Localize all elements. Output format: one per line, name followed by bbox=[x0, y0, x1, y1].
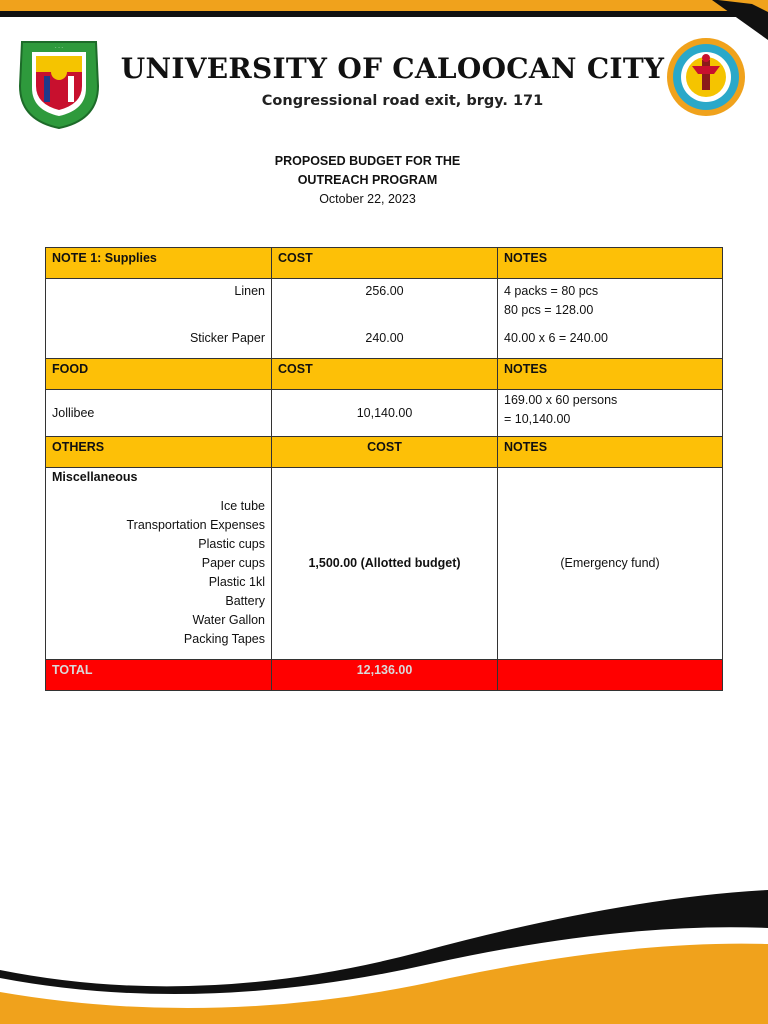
food-notes-cell bbox=[498, 390, 723, 437]
food-header-row bbox=[46, 359, 723, 390]
miscellaneous-list bbox=[52, 497, 265, 649]
bottom-decorative-wave bbox=[0, 860, 768, 1024]
document-date: October 22, 2023 bbox=[319, 192, 416, 206]
others-header-notes: NOTES bbox=[498, 437, 723, 468]
food-header-cost: COST bbox=[272, 359, 498, 390]
misc-item: Plastic 1kl bbox=[208, 575, 265, 589]
others-header-cost: COST bbox=[272, 437, 498, 468]
misc-item: Battery bbox=[225, 594, 265, 608]
supplies-header-row bbox=[46, 248, 723, 279]
food-row bbox=[46, 390, 723, 437]
food-item-jollibee: Jollibee bbox=[46, 390, 272, 437]
others-notes: (Emergency fund) bbox=[498, 468, 723, 660]
food-cost-jollibee: 10,140.00 bbox=[272, 390, 498, 437]
others-header-label: OTHERS bbox=[46, 437, 272, 468]
others-row bbox=[46, 468, 723, 660]
heading-line-1: PROPOSED BUDGET FOR THE bbox=[274, 154, 461, 168]
misc-item: Transportation Expenses bbox=[126, 518, 265, 532]
supply-note-linen-1: 4 packs = 80 pcs bbox=[504, 284, 599, 298]
supplies-header-notes: NOTES bbox=[498, 248, 723, 279]
food-header-label: FOOD bbox=[46, 359, 272, 390]
total-value: 12,136.00 bbox=[272, 660, 498, 691]
supply-cost-linen: 256.00 bbox=[365, 284, 404, 298]
food-note-1: 169.00 x 60 persons bbox=[504, 393, 618, 407]
budget-table bbox=[45, 247, 723, 691]
others-items-cell bbox=[46, 468, 272, 660]
supplies-items-cell bbox=[46, 279, 272, 359]
others-cost: 1,500.00 (Allotted budget) bbox=[272, 468, 498, 660]
svg-text:· · ·: · · · bbox=[55, 45, 63, 51]
total-row bbox=[46, 660, 723, 691]
misc-item: Water Gallon bbox=[192, 613, 265, 627]
supply-item-linen: Linen bbox=[234, 284, 265, 298]
misc-item: Packing Tapes bbox=[183, 632, 265, 646]
supply-note-sticker-paper: 40.00 x 6 = 240.00 bbox=[504, 331, 608, 345]
university-title: UNIVERSITY OF CALOOCAN CITY bbox=[120, 52, 665, 85]
food-header-notes: NOTES bbox=[498, 359, 723, 390]
supplies-cost-cell bbox=[272, 279, 498, 359]
supplies-header-label: NOTE 1: Supplies bbox=[46, 248, 272, 279]
miscellaneous-title: Miscellaneous bbox=[52, 470, 138, 484]
heading-line-2: OUTREACH PROGRAM bbox=[297, 173, 438, 187]
supplies-header-cost: COST bbox=[272, 248, 498, 279]
food-note-2: = 10,140.00 bbox=[504, 412, 571, 426]
top-decorative-band bbox=[0, 0, 768, 60]
total-label: TOTAL bbox=[46, 660, 272, 691]
supplies-row bbox=[46, 279, 723, 359]
misc-item: Ice tube bbox=[220, 499, 265, 513]
university-address: Congressional road exit, brgy. 171 bbox=[261, 93, 544, 109]
document-heading bbox=[0, 152, 735, 209]
misc-item: Plastic cups bbox=[198, 537, 265, 551]
supplies-notes-cell bbox=[498, 279, 723, 359]
supply-cost-sticker-paper: 240.00 bbox=[365, 331, 404, 345]
supply-item-sticker-paper: Sticker Paper bbox=[189, 331, 265, 345]
supply-note-linen-2: 80 pcs = 128.00 bbox=[504, 303, 594, 317]
total-notes bbox=[498, 660, 723, 691]
others-header-row bbox=[46, 437, 723, 468]
misc-item: Paper cups bbox=[201, 556, 265, 570]
